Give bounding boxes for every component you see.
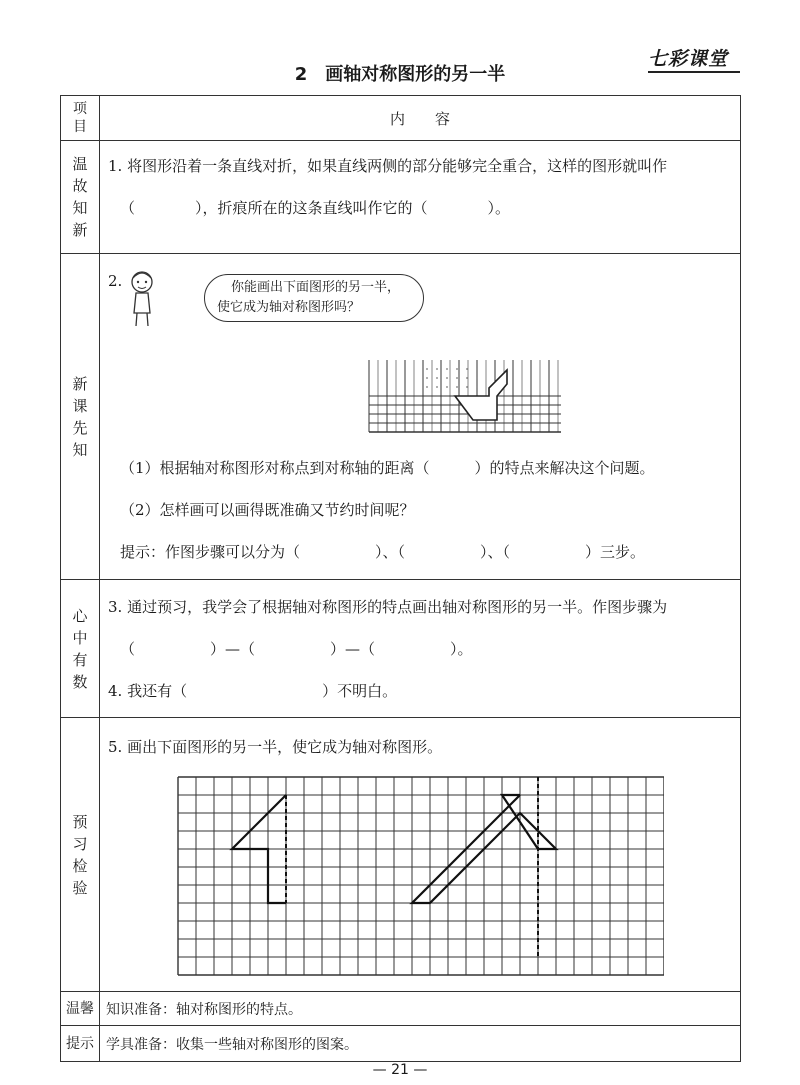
row-review [61,141,741,254]
q2-part2: （2）怎样画可以画得既准确又节约时间呢？ [120,501,415,519]
content-review [100,141,741,254]
label-tips-text-1: 温馨 [66,1000,94,1017]
preview-grid-figure [367,360,563,433]
q4-line: 4. 我还有（ ）不明白。 [108,682,398,700]
label-review [61,141,100,254]
brand-underline [648,71,740,73]
q5-line: 5. 画出下面图形的另一半，使它成为轴对称图形。 [108,738,443,756]
worksheet-table [60,95,741,1062]
child-figure-icon [124,268,160,328]
row-mind [61,580,741,718]
row-tips-2 [61,1026,741,1062]
label-mind-text: 心中有数 [72,606,88,691]
content-tips-1 [100,992,741,1026]
row-check [61,718,741,992]
label-mind [61,580,100,718]
q2-hint: 提示：作图步骤可以分为（ ）、（ ）、（ ）三步。 [120,543,646,561]
speech-bubble [204,274,424,322]
q3-line2: （ ）—（ ）—（ ）。 [120,640,473,658]
label-tips-2 [61,1026,100,1062]
q2-part1: （1）根据轴对称图形对称点到对称轴的距离（ ）的特点来解决这个问题。 [120,459,655,477]
page-number: — 21 — [372,1062,428,1078]
q1-line2: （ ），折痕所在的这条直线叫作它的（ ）。 [120,199,511,217]
header-content-cell [100,96,741,141]
label-check-text: 预习检验 [72,812,88,897]
label-tips-text-2: 提示 [66,1035,94,1052]
header-label-cell [61,96,100,141]
bubble-line1: 你能画出下面图形的另一半， [231,280,401,295]
q2-number: 2. [108,272,123,290]
content-tips-2 [100,1026,741,1062]
label-tips-1 [61,992,100,1026]
knowledge-prep: 知识准备：轴对称图形的特点。 [106,1001,302,1018]
label-check [61,718,100,992]
check-grid-figure [177,776,664,976]
q3-line1: 3. 通过预习，我学会了根据轴对称图形的特点画出轴对称图形的另一半。作图步骤为 [108,598,668,616]
label-preview-text: 新课先知 [72,374,88,459]
brand-logo: 七彩课堂 [648,48,729,70]
label-review-text: 温故知新 [72,155,88,239]
header-content-label: 内 容 [389,109,450,128]
tools-prep: 学具准备：收集一些轴对称图形的图案。 [106,1036,358,1053]
q1-line1: 1. 将图形沿着一条直线对折，如果直线两侧的部分能够完全重合，这样的图形就叫作 [108,157,668,175]
header-project-label: 项目 [73,101,87,135]
row-preview [61,254,741,580]
row-tips-1 [61,992,741,1026]
content-preview [100,254,741,580]
table-header-row [61,96,741,141]
label-preview [61,254,100,580]
page-title: 2 画轴对称图形的另一半 [294,64,506,85]
bubble-line2: 使它成为轴对称图形吗？ [217,300,361,315]
content-mind [100,580,741,718]
content-check [100,718,741,992]
